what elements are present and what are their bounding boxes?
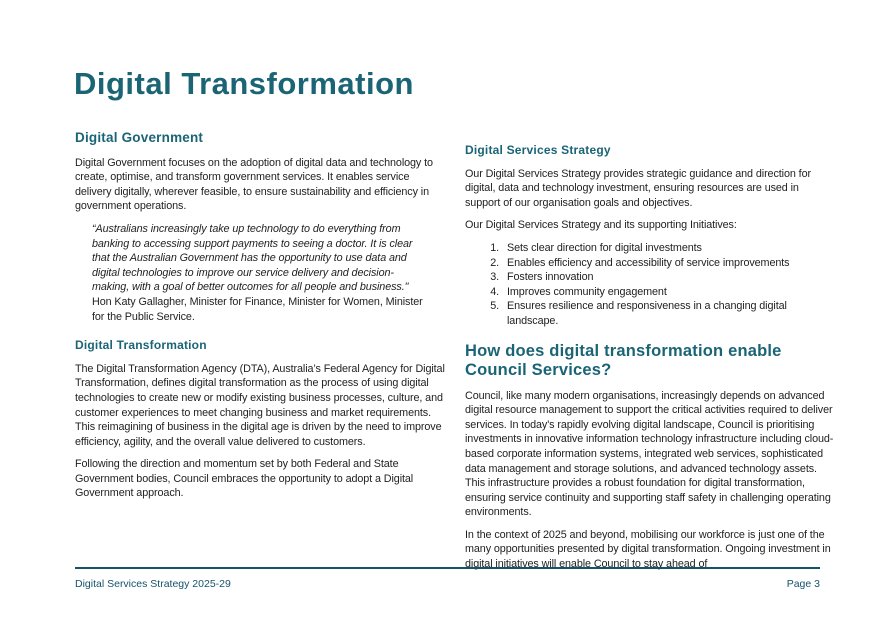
paragraph-council-depends: Council, like many modern organisations, increasingly depends on advanced digital resource management to support the critical activities required to deliver services. In today's rapidly evolving digital landscape, Council is prioritising investments in innovative information technology infrastructure including cloud-based corporate information systems, integrated web services, sophisticated data management and storage solutions, and advanced technology assets. This infrastructure provides a robust foundation for digital transformation, ensuring service continuity and supporting staff safety in challenging operating environments.	[465, 389, 834, 519]
list-item: 4. Improves community engagement	[502, 285, 835, 300]
initiatives-list	[465, 241, 835, 329]
heading-digital-government: Digital Government	[75, 130, 204, 145]
paragraph-dta-definition: The Digital Transformation Agency (DTA), Australia’s Federal Agency for Digital Transformation, defines digital transformation as the process of using digital technologies to create new or modify existing business processes, culture, and customer experiences to meet changing business and market requirements. This reimagining of business in the digital age is driven by the need to improve efficiency, agility, and the overall value delivered to customers.	[75, 362, 445, 448]
heading-how-does-digital-transformation: How does digital transformation enable Council Services?	[465, 341, 782, 379]
quote-text: “Australians increasingly take up technology to do everything from banking to accessing support payments to seeing a doctor. It is clear that the Australian Government has the opportunity to use data and digital technologies to improve our service delivery and decision-making, with a goal of better outcomes for all people and business."	[92, 222, 413, 294]
footer-page-number: Page 3	[786, 578, 820, 590]
list-item: 5. Ensures resilience and responsiveness in a changing digital landscape.	[502, 299, 835, 328]
footer-document-name: Digital Services Strategy 2025-29	[75, 578, 231, 590]
paragraph-council-adoption: Following the direction and momentum set by both Federal and State Government bodies, Council embraces the opportunity to adopt a Digital Government approach.	[75, 458, 414, 500]
document-title: Digital Transformation	[74, 66, 414, 101]
list-item: 1. Sets clear direction for digital investments	[502, 241, 835, 256]
list-item: 2. Enables efficiency and accessibility of service improvements	[502, 256, 835, 271]
quote-block	[92, 222, 428, 324]
footer-divider	[75, 567, 820, 569]
paragraph-digital-government: Digital Government focuses on the adoption of digital data and technology to create, optimise, and transform government services. It enables service delivery digitally, wherever feasible, to ensure sustainability and efficiency in government operations.	[75, 156, 433, 213]
quote-attribution: Hon Katy Gallagher, Minister for Finance, Minister for Women, Minister for the Public Service.	[92, 295, 423, 323]
left-column	[75, 131, 445, 509]
right-column	[465, 143, 835, 580]
paragraph-strategy-initiatives-intro: Our Digital Services Strategy and its supporting Initiatives:	[465, 219, 737, 232]
heading-digital-services-strategy: Digital Services Strategy	[465, 143, 611, 157]
heading-digital-transformation: Digital Transformation	[75, 338, 207, 353]
paragraph-2025-context: In the context of 2025 and beyond, mobilising our workforce is just one of the many opportunities presented by digital transformation. Ongoing investment in digital initiatives will enable Council to stay ahead of	[465, 528, 831, 571]
paragraph-strategy-guidance: Our Digital Services Strategy provides strategic guidance and direction for digital, data and technology investment, ensuring resources are used in support of our organisation goals and objectives.	[465, 167, 811, 209]
list-item: 3. Fosters innovation	[502, 270, 835, 285]
